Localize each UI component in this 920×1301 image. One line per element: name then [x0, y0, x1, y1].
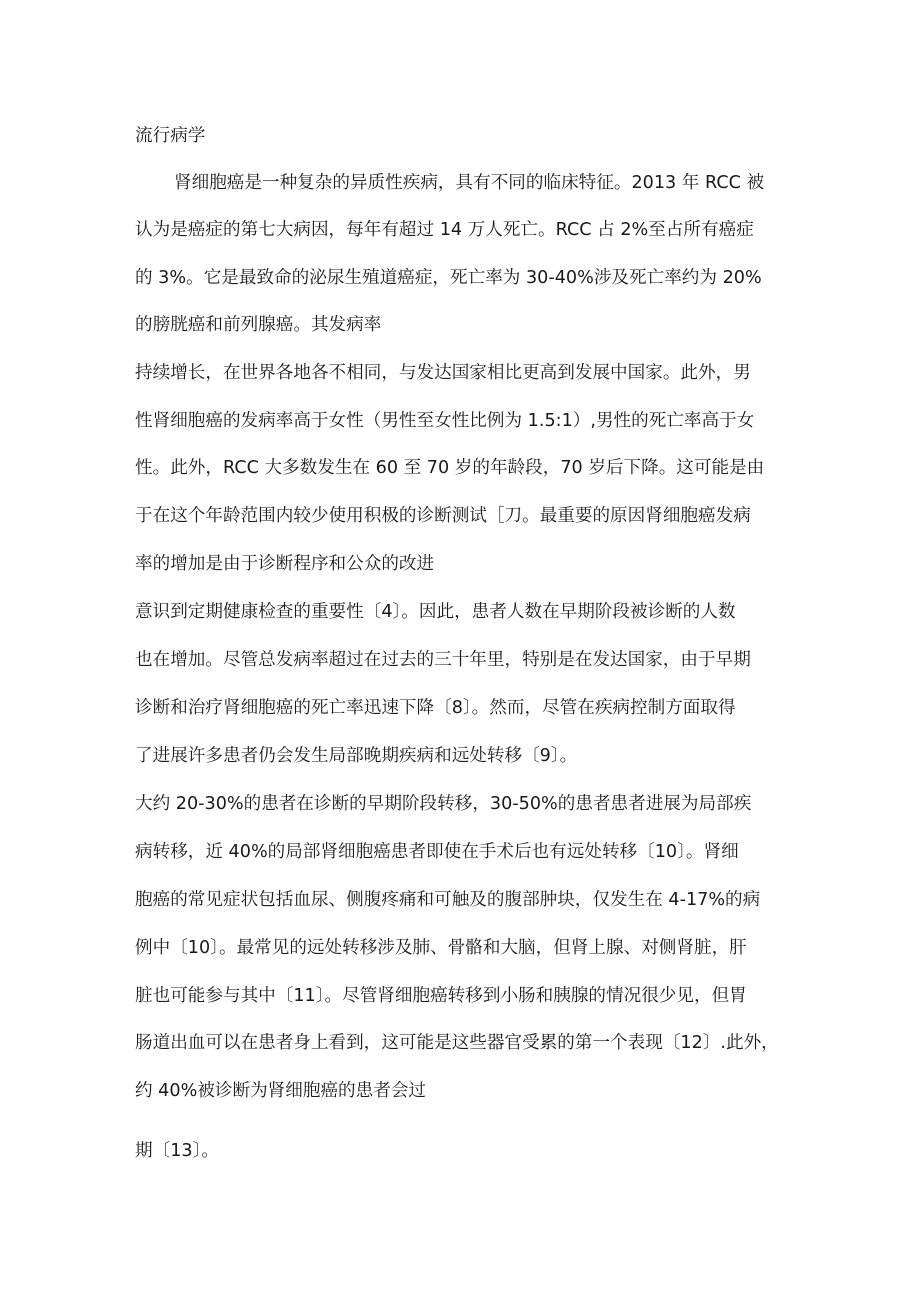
section-heading: 流行病学 — [135, 126, 206, 146]
text-line: 性肾细胞癌的发病率高于女性（男性至女性比例为 1.5:1）,男性的死亡率高于女 — [135, 411, 755, 431]
text-line: 于在这个年龄范围内较少使用积极的诊断测试［刀。最重要的原因肾细胞癌发病 — [135, 506, 751, 526]
text-line: 胞癌的常见症状包括血尿、侧腹疼痛和可触及的腹部肿块，仅发生在 4-17%的病 — [135, 890, 761, 910]
text-line: 约 40%被诊断为肾细胞癌的患者会过 — [135, 1081, 427, 1101]
text-line: 了进展许多患者仍会发生局部晚期疾病和远处转移〔9〕。 — [135, 746, 578, 766]
text-line: 的膀胱癌和前列腺癌。其发病率 — [135, 315, 382, 335]
text-line: 意识到定期健康检查的重要性〔4〕。因此，患者人数在早期阶段被诊断的人数 — [135, 602, 736, 622]
text-line: 率的增加是由于诊断程序和公众的改进 — [135, 554, 435, 574]
text-line: 认为是癌症的第七大病因，每年有超过 14 万人死亡。RCC 占 2%至占所有癌症 — [135, 220, 754, 240]
text-line: 脏也可能参与其中〔11〕。尽管肾细胞癌转移到小肠和胰腺的情况很少见，但胃 — [135, 986, 747, 1006]
text-line: 持续增长，在世界各地各不相同，与发达国家相比更高到发展中国家。此外，男 — [135, 363, 751, 383]
text-line: 的 3%。它是最致命的泌尿生殖道癌症，死亡率为 30-40%涉及死亡率约为 20% — [135, 268, 762, 288]
text-line: 肾细胞癌是一种复杂的异质性疾病，具有不同的临床特征。2013 年 RCC 被 — [174, 173, 765, 193]
text-line: 肠道出血可以在患者身上看到，这可能是这些器官受累的第一个表现〔12〕.此外， — [135, 1033, 779, 1053]
text-line: 期〔13〕。 — [135, 1141, 219, 1161]
text-line: 病转移，近 40%的局部肾细胞癌患者即使在手术后也有远处转移〔10〕。肾细 — [135, 842, 739, 862]
text-line: 大约 20-30%的患者在诊断的早期阶段转移，30-50%的患者患者进展为局部疾 — [135, 794, 752, 814]
text-line: 性。此外，RCC 大多数发生在 60 至 70 岁的年龄段，70 岁后下降。这可能是由 — [135, 458, 765, 478]
text-line: 也在增加。尽管总发病率超过在过去的三十年里，特别是在发达国家，由于早期 — [135, 650, 751, 670]
text-line: 例中〔10〕。最常见的远处转移涉及肺、骨骼和大脑，但肾上腺、对侧肾脏，肝 — [135, 938, 747, 958]
text-line: 诊断和治疗肾细胞癌的死亡率迅速下降〔8〕。然而，尽管在疾病控制方面取得 — [135, 698, 736, 718]
